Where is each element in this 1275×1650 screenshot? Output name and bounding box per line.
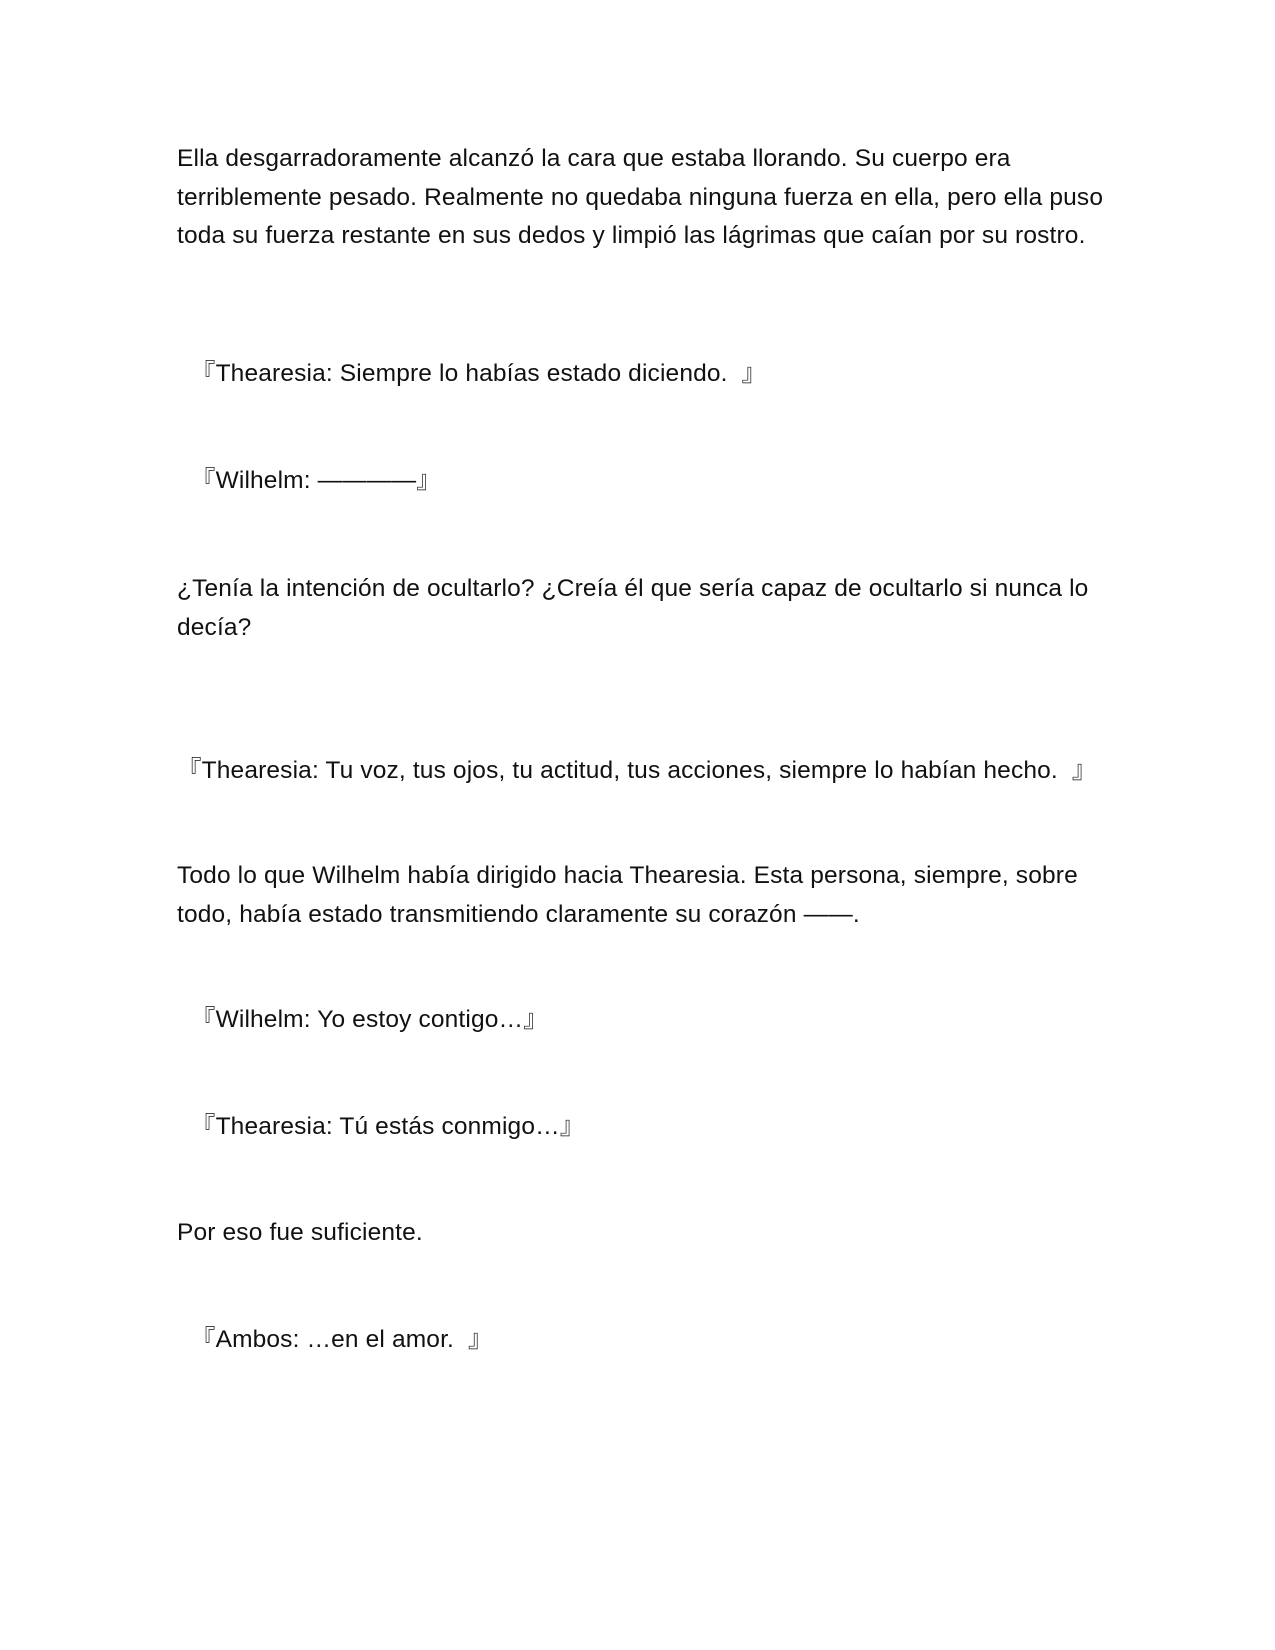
dialogue-line-thearesia: 『Thearesia: Siempre lo habías estado diciendo. 』 (177, 360, 767, 387)
narration-paragraph: Por eso fue suficiente. (177, 1219, 423, 1246)
narration-paragraph: Todo lo que Wilhelm había dirigido hacia Thearesia. Esta persona, siempre, sobre todo, había estado transmitiendo claramente su corazón ——. (177, 862, 1078, 928)
narration-paragraph: ¿Tenía la intención de ocultarlo? ¿Creía él que sería capaz de ocultarlo si nunca lo decía? (177, 575, 1089, 641)
dialogue-line-wilhelm: 『Wilhelm: ————』 (177, 467, 441, 494)
dialogue-line-wilhelm: 『Wilhelm: Yo estoy contigo…』 (177, 1006, 548, 1033)
dialogue-line-thearesia: 『Thearesia: Tu voz, tus ojos, tu actitud, tus acciones, siempre lo habían hecho. 』 (177, 718, 1097, 784)
dialogue-line-both: 『Ambos: …en el amor. 』 (177, 1326, 493, 1353)
narration-paragraph: Ella desgarradoramente alcanzó la cara que estaba llorando. Su cuerpo era terriblemente pesado. Realmente no quedaba ninguna fuerza en ella, pero ella puso toda su fuerza restante en sus dedos y limpió las lágrimas que caían por su rostro. (177, 145, 1104, 249)
dialogue-line-thearesia: 『Thearesia: Tú estás conmigo…』 (177, 1113, 585, 1140)
